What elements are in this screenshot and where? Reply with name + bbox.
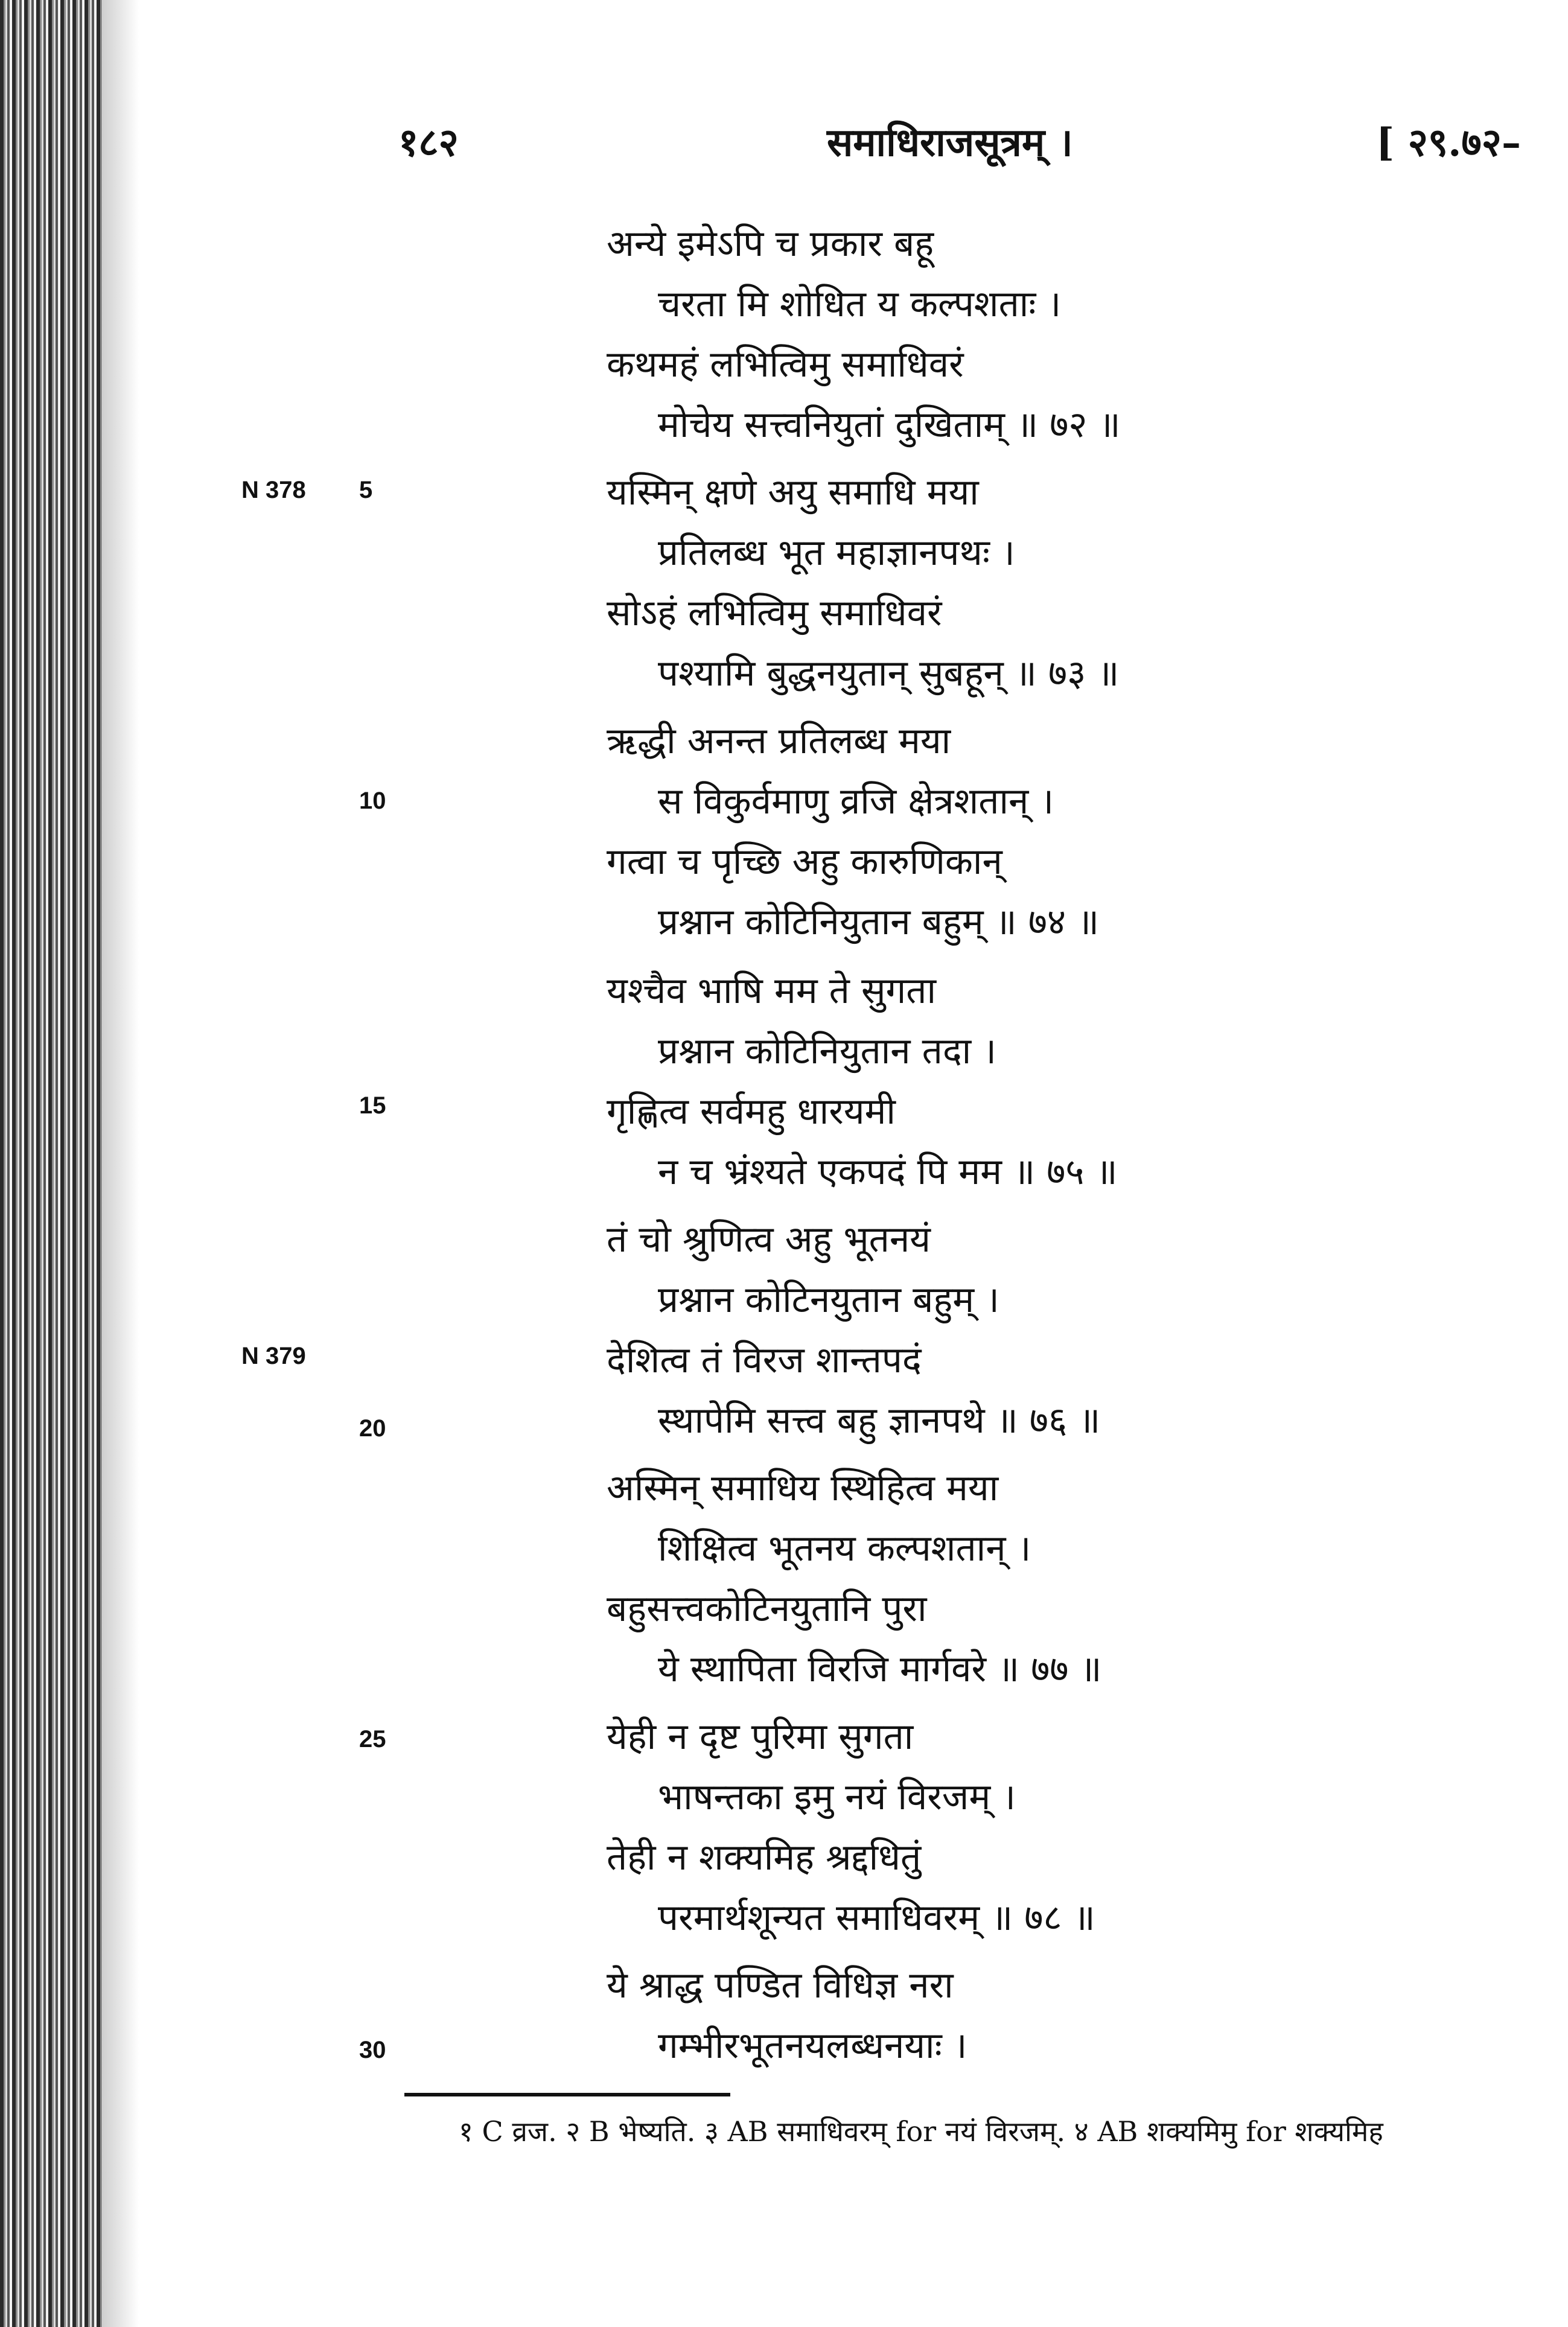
verse-line: येही न दृष्ट पुरिमा सुगता: [607, 1716, 914, 1758]
line-number-15: 15: [359, 1092, 386, 1119]
verse-line: यश्चैव भाषि मम ते सुगता: [607, 970, 937, 1012]
verse-line: पश्यामि बुद्धनयुतान् सुबहून् ॥ ७३ ॥: [658, 652, 1120, 695]
line-number-20: 20: [359, 1415, 386, 1442]
verse-line: प्रश्नान कोटिनियुतान बहुम् ॥ ७४ ॥: [658, 901, 1100, 943]
line-number-5: 5: [359, 477, 373, 503]
verse-line: बहुसत्त्वकोटिनयुतानि पुरा: [607, 1588, 927, 1630]
verse-line: गम्भीरभूतनयलब्धनयाः ।: [658, 2025, 967, 2067]
line-number-30: 30: [359, 2037, 386, 2063]
verse-line: भाषन्तका इमु नयं विरजम् ।: [658, 1776, 1016, 1818]
running-title: समाधिराजसूत्रम् ।: [827, 120, 1073, 165]
verse-line: स विकुर्वमाणु व्रजि क्षेत्रशतान् ।: [658, 780, 1054, 823]
verse-reference: [ २९.७२–: [1376, 120, 1521, 165]
verse-line: अन्ये इमेऽपि च प्रकार बहू: [607, 223, 934, 265]
verse-line: तं चो श्रुणित्व अहु भूतनयं: [607, 1218, 931, 1261]
verse-line: गत्वा च पृच्छि अहु कारुणिकान्: [607, 841, 1002, 883]
verse-line: यस्मिन् क्षणे अयु समाधि मया: [607, 471, 979, 514]
verse-line: मोचेय सत्त्वनियुतां दुखिताम् ॥ ७२ ॥: [658, 404, 1121, 446]
verse-line: चरता मि शोधित य कल्पशताः ।: [658, 283, 1062, 325]
page-number: १८२: [398, 120, 459, 165]
verse-line: स्थापेमि सत्त्व बहु ज्ञानपथे ॥ ७६ ॥: [658, 1399, 1101, 1442]
footnote-divider: [404, 2093, 730, 2096]
verse-line: तेही न शक्यमिह श्रद्दधितुं: [607, 1836, 922, 1879]
verse-line: न च भ्रंश्यते एकपदं पि मम ॥ ७५ ॥: [658, 1151, 1118, 1193]
line-number-25: 25: [359, 1726, 386, 1752]
verse-line: प्रश्नान कोटिनियुतान तदा ।: [658, 1030, 997, 1072]
verse-line: देशित्व तं विरज शान्तपदं: [607, 1339, 922, 1381]
manuscript-ref-n379: N 379: [241, 1343, 306, 1369]
binding-shadow: [103, 0, 139, 2327]
verse-line: अस्मिन् समाधिय स्थिहित्व मया: [607, 1467, 999, 1509]
line-number-10: 10: [359, 788, 386, 814]
verse-line: ये श्राद्ध पण्डित विधिज्ञ नरा: [607, 1964, 954, 2007]
verse-line: सोऽहं लभित्विमु समाधिवरं: [607, 592, 942, 634]
verse-line: ऋद्धी अनन्त प्रतिलब्ध मया: [607, 720, 951, 762]
footnotes: १ C व्रज. २ B भेष्यति. ३ AB समाधिवरम् for नयं विरजम्. ४ AB शक्यमिमु for शक्यमिह: [459, 2115, 1383, 2148]
verse-line: प्रश्नान कोटिनयुतान बहुम् ।: [658, 1279, 999, 1321]
book-binding-edge: [0, 0, 103, 2327]
verse-line: गृह्णित्व सर्वमहु धारयमी: [607, 1090, 896, 1133]
verse-line: कथमहं लभित्विमु समाधिवरं: [607, 343, 964, 386]
verse-line: प्रतिलब्ध भूत महाज्ञानपथः ।: [658, 532, 1015, 574]
manuscript-ref-n378: N 378: [241, 477, 306, 503]
verse-line: ये स्थापिता विरजि मार्गवरे ॥ ७७ ॥: [658, 1648, 1102, 1690]
verse-line: परमार्थशून्यत समाधिवरम् ॥ ७८ ॥: [658, 1897, 1095, 1939]
verse-line: शिक्षित्व भूतनय कल्पशतान् ।: [658, 1527, 1031, 1570]
